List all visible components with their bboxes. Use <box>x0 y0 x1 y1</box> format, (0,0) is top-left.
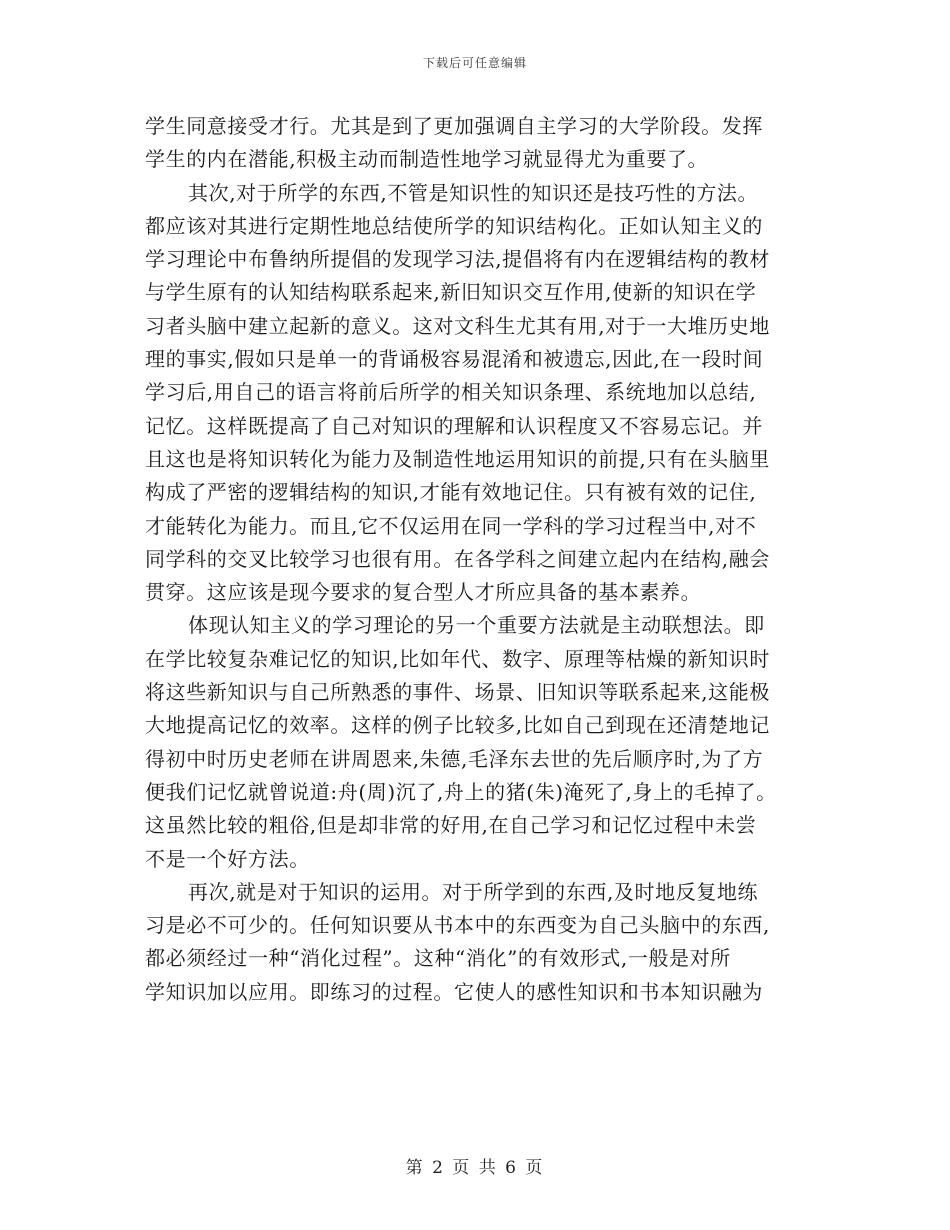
text-line: 这虽然比较的粗俗,但是却非常的好用,在自己学习和记忆过程中未尝 <box>145 813 757 838</box>
text-line: 便我们记忆就曾说道:舟(周)沉了,舟上的猪(朱)淹死了,身上的毛掉了。 <box>145 779 777 804</box>
text-line: 且这也是将知识转化为能力及制造性地运用知识的前提,只有在头脑里 <box>145 446 770 471</box>
text-line: 学知识加以应用。即练习的过程。它使人的感性知识和书本知识融为 <box>145 979 763 1004</box>
text-line: 学习理论中布鲁纳所提倡的发现学习法,提倡将有内在逻辑结构的教材 <box>145 247 770 272</box>
text-line: 学习后,用自己的语言将前后所学的相关知识条理、系统地加以总结, <box>145 380 757 405</box>
text-line: 才能转化为能力。而且,它不仅运用在同一学科的学习过程当中,对不 <box>145 513 757 538</box>
text-line: 与学生原有的认知结构联系起来,新旧知识交互作用,使新的知识在学 <box>145 280 757 305</box>
text-line: 不是一个好方法。 <box>145 846 310 871</box>
page-header: 下载后可任意编辑 <box>422 56 527 70</box>
text-line: 将这些新知识与自己所熟悉的事件、场景、旧知识等联系起来,这能极 <box>145 680 770 705</box>
page-number-footer: 第 2 页 共 6 页 <box>405 1158 545 1178</box>
text-line: 同学科的交叉比较学习也很有用。在各学科之间建立起内在结构,融会 <box>145 546 770 571</box>
text-line: 学生的内在潜能,积极主动而制造性地学习就显得尤为重要了。 <box>145 147 709 172</box>
paragraph-start-line: 体现认知主义的学习理论的另一个重要方法就是主动联想法。即 <box>188 613 765 638</box>
text-line: 习者头脑中建立起新的意义。这对文科生尤其有用,对于一大堆历史地 <box>145 313 770 338</box>
text-line: 理的事实,假如只是单一的背诵极容易混淆和被遗忘,因此,在一段时间 <box>145 347 764 372</box>
text-line: 都应该对其进行定期性地总结使所学的知识结构化。正如认知主义的 <box>145 213 763 238</box>
text-line: 构成了严密的逻辑结构的知识,才能有效地记住。只有被有效的记住, <box>145 480 757 505</box>
paragraph-start-line: 再次,就是对于知识的运用。对于所学到的东西,及时地反复地练 <box>188 879 759 904</box>
text-line: 大地提高记忆的效率。这样的例子比较多,比如自己到现在还清楚地记 <box>145 713 770 738</box>
text-line: 得初中时历史老师在讲周恩来,朱德,毛泽东去世的先后顺序时,为了方 <box>145 746 764 771</box>
text-line: 记忆。这样既提高了自己对知识的理解和认识程度又不容易忘记。并 <box>145 413 763 438</box>
text-line: 学生同意接受才行。尤其是到了更加强调自主学习的大学阶段。发挥 <box>145 114 763 138</box>
text-line: 在学比较复杂难记忆的知识,比如年代、数字、原理等枯燥的新知识时 <box>145 646 770 671</box>
text-line: 都必须经过一种“消化过程”。这种“消化”的有效形式,一般是对所 <box>145 946 731 971</box>
text-line: 习是必不可少的。任何知识要从书本中的东西变为自己头脑中的东西, <box>145 913 770 938</box>
text-line: 贯穿。这应该是现今要求的复合型人才所应具备的基本素养。 <box>145 580 702 605</box>
body-text <box>145 110 817 1009</box>
paragraph-start-line: 其次,对于所学的东西,不管是知识性的知识还是技巧性的方法。 <box>188 180 759 205</box>
